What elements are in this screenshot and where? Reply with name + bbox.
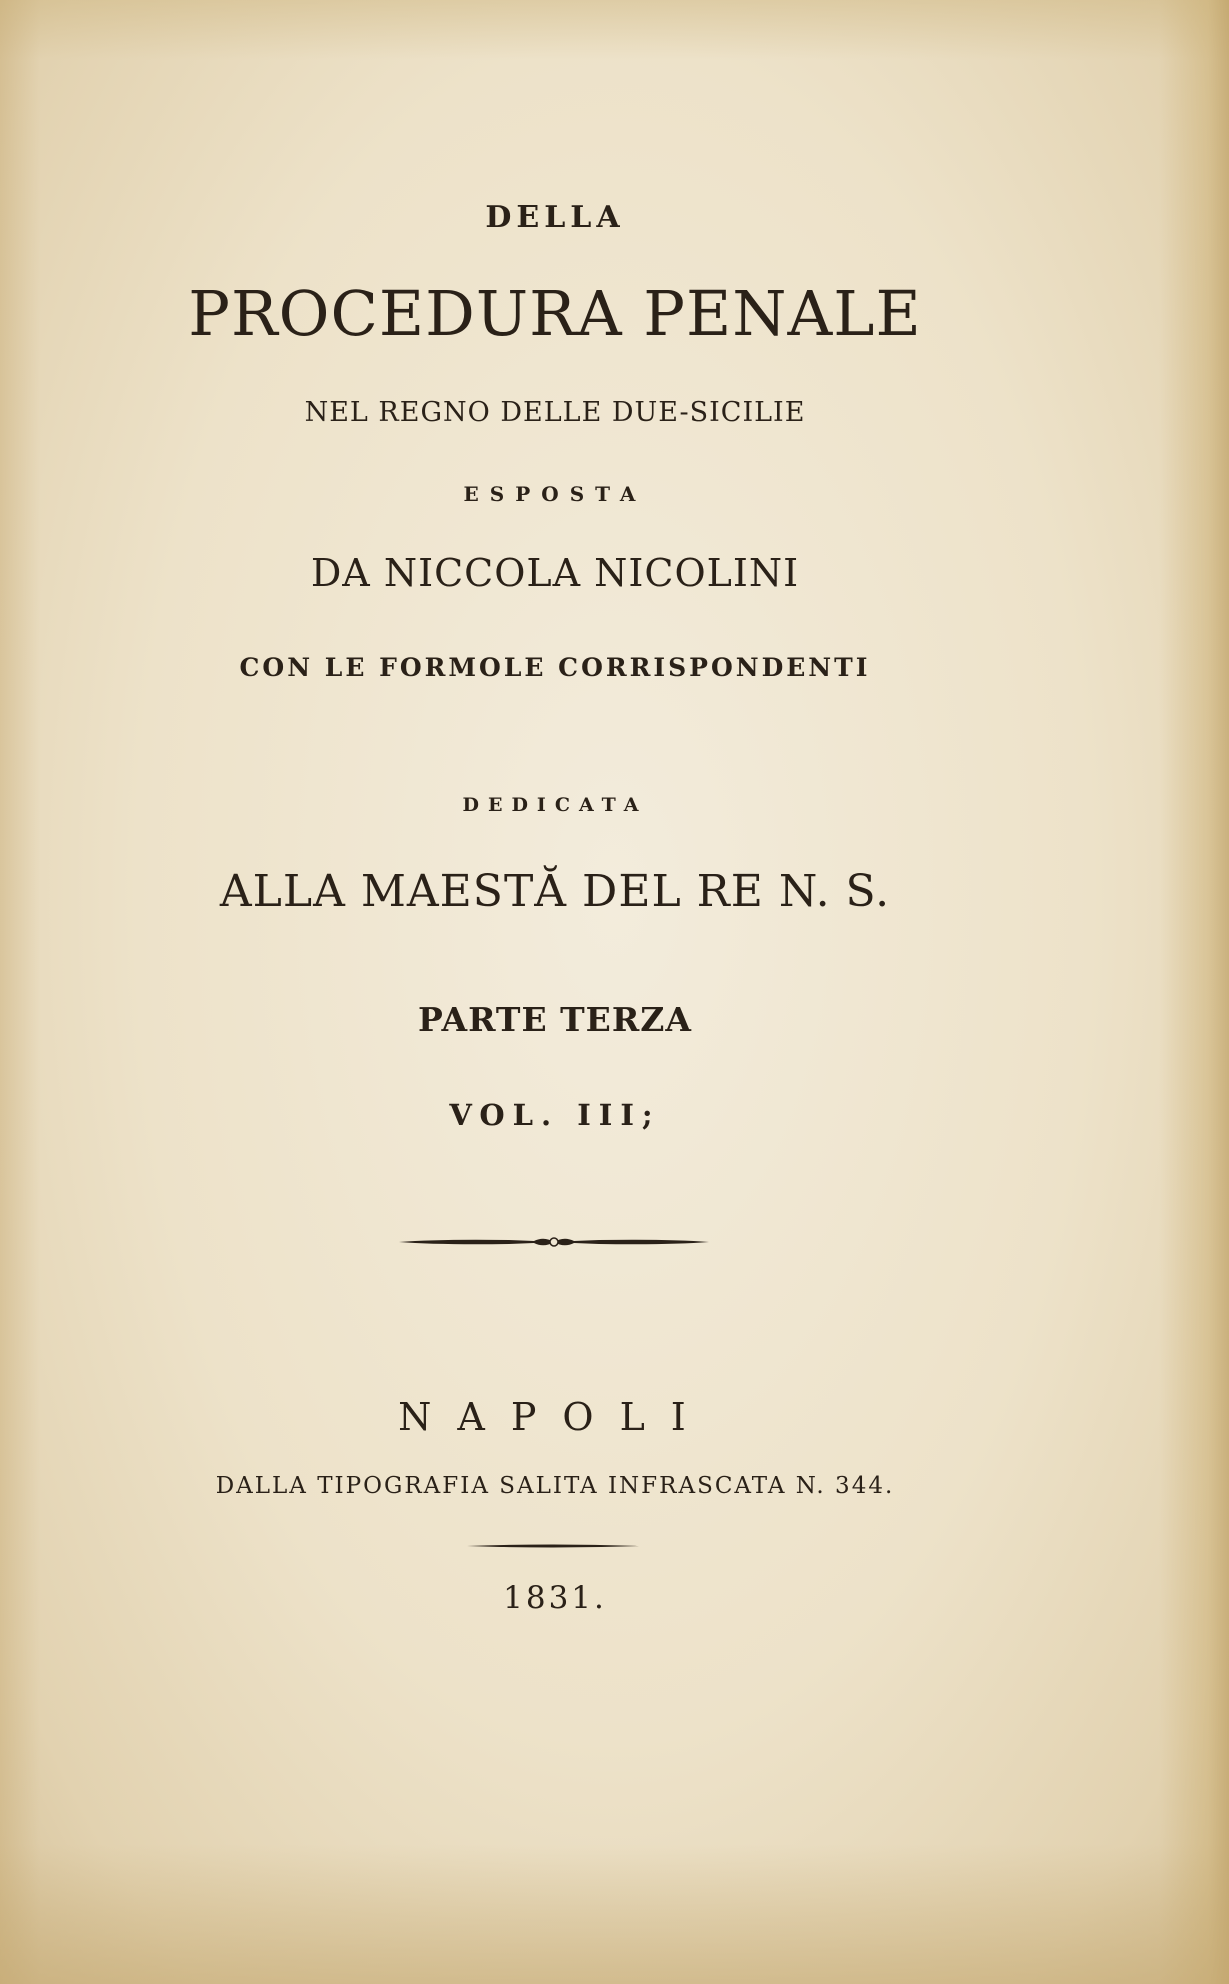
volume-label: VOL. III; <box>449 1098 661 1132</box>
subtitle-esposta: ESPOSTA <box>463 482 647 506</box>
dedicata-line: DEDICATA <box>462 794 648 816</box>
city-line: NAPOLI <box>398 1395 712 1439</box>
subtitle-region: NEL REGNO DELLE DUE-SICILIE <box>304 397 806 428</box>
paper-aging-top <box>0 0 1229 60</box>
short-rule <box>467 1543 639 1549</box>
title-della: DELLA <box>485 200 625 235</box>
ornamental-divider <box>399 1230 709 1254</box>
author-line: DA NICCOLA NICOLINI <box>310 551 800 595</box>
printer-line: DALLA TIPOGRAFIA SALITA INFRASCATA N. 344. <box>215 1473 895 1499</box>
part-label: PARTE TERZA <box>418 1000 692 1039</box>
paper-aging-right <box>1159 0 1229 1984</box>
main-title: PROCEDURA PENALE <box>188 277 922 350</box>
formole-line: CON LE FORMOLE CORRISPONDENTI <box>239 653 871 682</box>
dedication-line: ALLA MAESTĂ DEL RE N. S. <box>219 866 891 917</box>
year-line: 1831. <box>503 1580 607 1616</box>
paper-aging-bottom <box>0 1844 1229 1984</box>
